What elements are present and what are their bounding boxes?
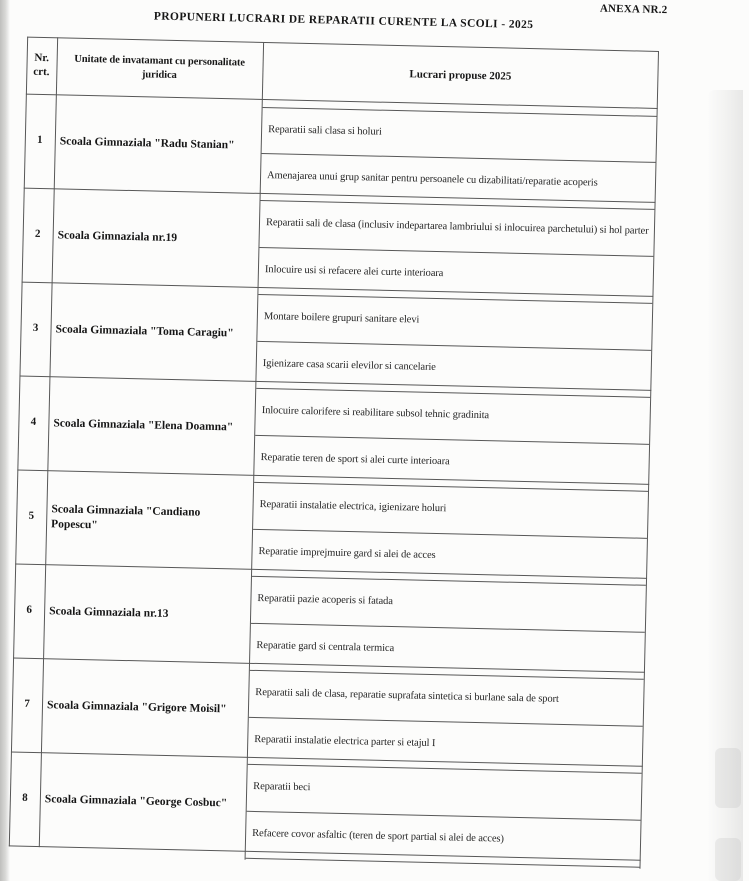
work-item: Refacere covor asfaltic (teren de sport partial si alei de acces) [246, 812, 641, 868]
header-lucrari-propuse: Lucrari propuse 2025 [409, 67, 512, 83]
work-item: Inlocuire usi si refacere alei curte interioara [258, 248, 653, 304]
work-item: Reparatii pazie acoperis si fatada [251, 577, 646, 633]
table-row [24, 94, 262, 193]
school-name: Scoala Gimnaziala "Toma Caragiu" [55, 322, 234, 339]
table-row [9, 751, 247, 850]
work-item: Reparatie imprejmuire gard si alei de acces [252, 530, 647, 586]
header-nr-crt: Nr. crt. [33, 51, 50, 78]
table-row [19, 282, 257, 381]
document-title: PROPUNERI LUCRARI DE REPARATII CURENTE LA SCOLI - 2025 [153, 10, 534, 32]
row-number: 3 [32, 321, 39, 335]
row-number: 6 [26, 603, 33, 617]
table-row [11, 657, 249, 756]
school-name: Scoala Gimnaziala "Radu Stanian" [59, 134, 235, 151]
school-name: Scoala Gimnaziala "George Cosbuc" [44, 792, 228, 809]
school-name: Scoala Gimnaziala "Grigore Moisil" [46, 698, 227, 715]
header-unitate: Unitate de invatamant cu personalitate juridica [74, 53, 246, 81]
work-item: Reparatii sali clasa si holuri [262, 107, 657, 163]
annex-label: ANEXA NR.2 [599, 2, 668, 17]
works-table [9, 37, 659, 871]
work-item: Igienizare casa scarii elevilor si cancelarie [256, 342, 651, 398]
work-item: Reparatii sali de clasa (inclusiv indepartarea lambriului si inlocuirea parchetului) si hol parter [259, 201, 654, 257]
works-column [246, 107, 657, 868]
work-item: Reparatii instalatie electrica parter si etajul I [248, 718, 643, 774]
row-number: 2 [34, 227, 41, 241]
school-name: Scoala Gimnaziala "Candiano Popescu" [50, 503, 201, 532]
work-item: Inlocuire calorifere si reabilitare subsol tehnic gradinita [255, 389, 650, 445]
school-name: Scoala Gimnaziala "Elena Doamna" [53, 416, 234, 433]
school-name: Scoala Gimnaziala nr.13 [49, 604, 169, 620]
row-number: 8 [22, 791, 28, 804]
school-name: Scoala Gimnaziala nr.19 [57, 228, 178, 244]
row-number: 5 [28, 509, 35, 523]
work-item: Reparatie teren de sport si alei curte interioara [254, 436, 649, 492]
table-header-row [26, 37, 263, 99]
work-item: Reparatii beci [247, 765, 642, 821]
table-row [13, 563, 251, 662]
table-row [22, 188, 260, 287]
work-item: Amenajarea unui grup sanitar pentru persoanele cu dizabilitati/reparatie acoperis [261, 154, 656, 210]
row-number: 7 [24, 697, 30, 710]
work-item: Reparatii instalatie electrica, igienizare holuri [253, 483, 648, 539]
table-row [17, 376, 255, 475]
work-item: Montare boilere grupuri sanitare elevi [257, 295, 652, 351]
table-row [15, 470, 253, 569]
work-item: Reparatii sali de clasa, reparatie suprafata sintetica si burlane sala de sport [249, 671, 644, 727]
work-item: Reparatie gard si centrala termica [250, 624, 645, 680]
row-number: 1 [36, 134, 43, 147]
row-number: 4 [30, 415, 37, 429]
left-columns [9, 37, 263, 851]
